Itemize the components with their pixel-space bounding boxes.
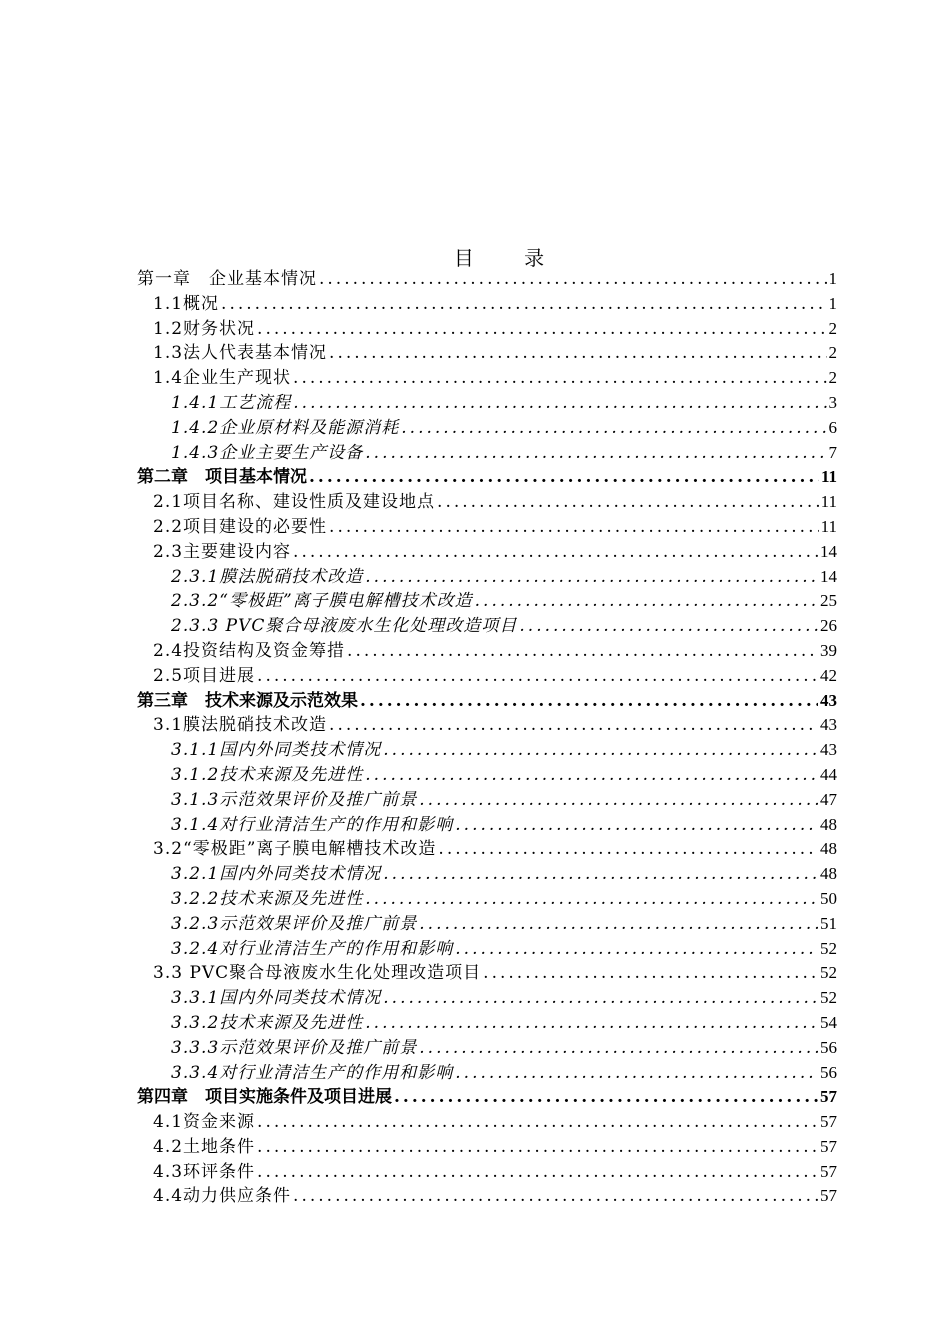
toc-entry[interactable] <box>137 465 837 490</box>
toc-entry-page-number: 2 <box>828 368 837 388</box>
toc-leader-dots <box>293 391 826 416</box>
toc-entry[interactable] <box>137 540 837 565</box>
toc-entry-label: 3.2.2技术来源及先进性 <box>171 888 364 909</box>
toc-leader-dots <box>455 1061 818 1086</box>
toc-entry-page-number: 57 <box>820 1136 837 1156</box>
toc-entry-label: 3.3.2技术来源及先进性 <box>171 1012 364 1033</box>
toc-entry-label: 2.3.1膜法脱硝技术改造 <box>171 566 364 587</box>
toc-entry-page-number: 2 <box>828 318 837 338</box>
toc-leader-dots <box>365 441 826 466</box>
toc-entry[interactable] <box>137 738 837 763</box>
toc-entry-page-number: 26 <box>820 616 837 636</box>
toc-entry-label: 3.1.3示范效果评价及推广前景 <box>171 789 418 810</box>
toc-entry[interactable] <box>137 1061 837 1086</box>
toc-leader-dots <box>257 317 826 342</box>
toc-entry-label: 第四章 项目实施条件及项目进展 <box>137 1087 392 1108</box>
toc-leader-dots <box>419 912 818 937</box>
toc-entry-label: 3.2.4对行业清洁生产的作用和影响 <box>171 938 454 959</box>
toc-entry-page-number: 43 <box>820 715 837 735</box>
toc-entry[interactable] <box>137 1184 837 1209</box>
toc-entry-page-number: 48 <box>820 814 837 834</box>
toc-title: 目 录 <box>453 246 567 270</box>
toc-entry[interactable] <box>137 1085 837 1110</box>
toc-entry-label: 第一章 企业基本情况 <box>137 269 317 289</box>
toc-entry-label: 第三章 技术来源及示范效果 <box>137 690 358 711</box>
toc-entry[interactable] <box>137 565 837 590</box>
toc-entry-page-number: 11 <box>820 492 837 512</box>
toc-leader-dots <box>257 664 818 689</box>
toc-entry[interactable] <box>137 937 837 962</box>
toc-entry-page-number: 54 <box>820 1012 837 1032</box>
toc-entry-label: 3.3.3示范效果评价及推广前景 <box>171 1037 418 1058</box>
toc-entry-page-number: 42 <box>820 665 837 685</box>
toc-entry-page-number: 2 <box>828 343 837 363</box>
toc-entry-label: 1.3法人代表基本情况 <box>153 343 328 364</box>
toc-entry-page-number: 50 <box>820 888 837 908</box>
toc-entry[interactable] <box>137 788 837 813</box>
toc-entry-label: 1.2财务状况 <box>153 318 256 339</box>
toc-leader-dots <box>383 986 818 1011</box>
toc-entry[interactable] <box>137 366 837 391</box>
toc-entry-page-number: 11 <box>820 467 837 487</box>
toc-leader-dots <box>438 837 818 862</box>
toc-entry[interactable] <box>137 887 837 912</box>
toc-entry-label: 第二章 项目基本情况 <box>137 467 307 488</box>
toc-leader-dots <box>383 862 818 887</box>
toc-entry-label: 1.1概况 <box>153 293 220 314</box>
toc-entry-label: 3.1.2技术来源及先进性 <box>171 764 364 785</box>
toc-entry-label: 2.4投资结构及资金筹措 <box>153 640 346 661</box>
toc-entry[interactable] <box>137 515 837 540</box>
toc-entry-page-number: 57 <box>820 1186 837 1206</box>
toc-entry-page-number: 44 <box>820 764 837 784</box>
toc-entry-page-number: 43 <box>820 690 837 710</box>
toc-entry[interactable] <box>137 341 837 366</box>
toc-entry[interactable] <box>137 267 837 292</box>
toc-entry-label: 1.4.2企业原材料及能源消耗 <box>171 417 400 438</box>
toc-leader-dots <box>257 1160 818 1185</box>
toc-entry[interactable] <box>137 961 837 986</box>
toc-leader-dots <box>519 614 818 639</box>
toc-entry-label: 3.3 PVC聚合母液废水生化处理改造项目 <box>153 963 482 984</box>
toc-entry[interactable] <box>137 490 837 515</box>
toc-leader-dots <box>329 713 818 738</box>
toc-entry-label: 3.1.4对行业清洁生产的作用和影响 <box>171 814 454 835</box>
toc-entry-page-number: 56 <box>820 1062 837 1082</box>
toc-entry-label: 3.2.3示范效果评价及推广前景 <box>171 913 418 934</box>
toc-entry-page-number: 51 <box>820 913 837 933</box>
toc-leader-dots <box>475 589 818 614</box>
toc-entry-label: 3.1膜法脱硝技术改造 <box>153 715 328 736</box>
toc-leader-dots <box>437 490 819 515</box>
toc-entry[interactable] <box>137 589 837 614</box>
toc-entry-page-number: 11 <box>820 516 837 536</box>
toc-entry-label: 4.4动力供应条件 <box>153 1186 292 1207</box>
toc-leader-dots <box>401 416 826 441</box>
toc-entry[interactable] <box>137 391 837 416</box>
toc-entry[interactable] <box>137 1011 837 1036</box>
toc-entry-label: 2.5项目进展 <box>153 665 256 686</box>
toc-entry-page-number: 1 <box>828 293 837 313</box>
toc-entry[interactable] <box>137 986 837 1011</box>
toc-entry[interactable] <box>137 813 837 838</box>
toc-entry-label: 2.3.3 PVC聚合母液废水生化处理改造项目 <box>171 616 518 637</box>
toc-entry-label: 3.2.1国内外同类技术情况 <box>171 864 382 885</box>
toc-entry[interactable] <box>137 292 837 317</box>
toc-leader-dots <box>455 937 818 962</box>
toc-leader-dots <box>394 1085 818 1110</box>
toc-entry-label: 2.1项目名称、建设性质及建设地点 <box>153 492 436 513</box>
toc-entry[interactable] <box>137 837 837 862</box>
toc-entry[interactable] <box>137 1036 837 1061</box>
toc-entry-page-number: 14 <box>820 566 837 586</box>
toc-entry-page-number: 25 <box>820 591 837 611</box>
toc-entry-page-number: 3 <box>828 392 837 412</box>
toc-entry[interactable] <box>137 614 837 639</box>
toc-entry[interactable] <box>137 416 837 441</box>
toc-entry-label: 1.4企业生产现状 <box>153 368 292 389</box>
table-of-contents <box>137 267 837 1209</box>
toc-entry-label: 3.2“零极距”离子膜电解槽技术改造 <box>153 839 437 860</box>
toc-entry-label: 3.3.1国内外同类技术情况 <box>171 988 382 1009</box>
toc-entry-label: 1.4.3企业主要生产设备 <box>171 442 364 463</box>
toc-entry-label: 4.1资金来源 <box>153 1112 256 1133</box>
toc-entry-page-number: 56 <box>820 1037 837 1057</box>
toc-leader-dots <box>419 788 818 813</box>
toc-entry-page-number: 48 <box>820 864 837 884</box>
toc-entry-page-number: 39 <box>820 640 837 660</box>
toc-leader-dots <box>221 292 826 317</box>
toc-entry[interactable] <box>137 1110 837 1135</box>
toc-entry-page-number: 57 <box>820 1087 837 1107</box>
toc-leader-dots <box>365 565 818 590</box>
toc-entry[interactable] <box>137 639 837 664</box>
toc-leader-dots <box>293 540 818 565</box>
toc-leader-dots <box>257 1135 818 1160</box>
toc-entry[interactable] <box>137 862 837 887</box>
toc-entry-label: 2.3主要建设内容 <box>153 541 292 562</box>
toc-entry-label: 2.2项目建设的必要性 <box>153 516 328 537</box>
toc-entry-page-number: 1 <box>828 269 837 288</box>
toc-entry-page-number: 57 <box>820 1161 837 1181</box>
toc-entry-page-number: 14 <box>820 541 837 561</box>
toc-entry[interactable] <box>137 763 837 788</box>
toc-entry[interactable] <box>137 664 837 689</box>
toc-leader-dots <box>293 1184 818 1209</box>
toc-leader-dots <box>329 515 819 540</box>
toc-leader-dots <box>293 366 826 391</box>
toc-entry-page-number: 52 <box>820 988 837 1008</box>
toc-entry-page-number: 7 <box>828 442 837 462</box>
toc-entry[interactable] <box>137 441 837 466</box>
toc-entry[interactable] <box>137 912 837 937</box>
toc-leader-dots <box>329 341 826 366</box>
toc-entry[interactable] <box>137 689 837 714</box>
toc-entry-label: 4.3环评条件 <box>153 1161 256 1182</box>
toc-entry-label: 3.3.4对行业清洁生产的作用和影响 <box>171 1062 454 1083</box>
toc-entry-label: 1.4.1工艺流程 <box>171 392 292 413</box>
toc-entry[interactable] <box>137 1160 837 1185</box>
toc-leader-dots <box>383 738 818 763</box>
toc-leader-dots <box>257 1110 818 1135</box>
toc-entry[interactable] <box>137 1135 837 1160</box>
toc-leader-dots <box>365 763 818 788</box>
toc-entry-page-number: 48 <box>820 839 837 859</box>
toc-entry-page-number: 52 <box>820 938 837 958</box>
toc-leader-dots <box>455 813 818 838</box>
toc-leader-dots <box>347 639 818 664</box>
toc-entry-page-number: 52 <box>820 963 837 983</box>
toc-entry-page-number: 6 <box>828 417 837 437</box>
toc-entry-page-number: 47 <box>820 789 837 809</box>
toc-leader-dots <box>365 887 818 912</box>
toc-leader-dots <box>365 1011 818 1036</box>
toc-entry[interactable] <box>137 713 837 738</box>
toc-entry-label: 2.3.2“零极距”离子膜电解槽技术改造 <box>171 591 473 612</box>
toc-leader-dots <box>360 689 818 714</box>
toc-leader-dots <box>483 961 818 986</box>
toc-leader-dots <box>319 267 827 292</box>
toc-leader-dots <box>309 465 819 490</box>
toc-entry-label: 4.2土地条件 <box>153 1136 256 1157</box>
toc-entry-page-number: 57 <box>820 1112 837 1132</box>
toc-leader-dots <box>419 1036 818 1061</box>
toc-entry[interactable] <box>137 317 837 342</box>
toc-entry-page-number: 43 <box>820 740 837 760</box>
toc-entry-label: 3.1.1国内外同类技术情况 <box>171 740 382 761</box>
